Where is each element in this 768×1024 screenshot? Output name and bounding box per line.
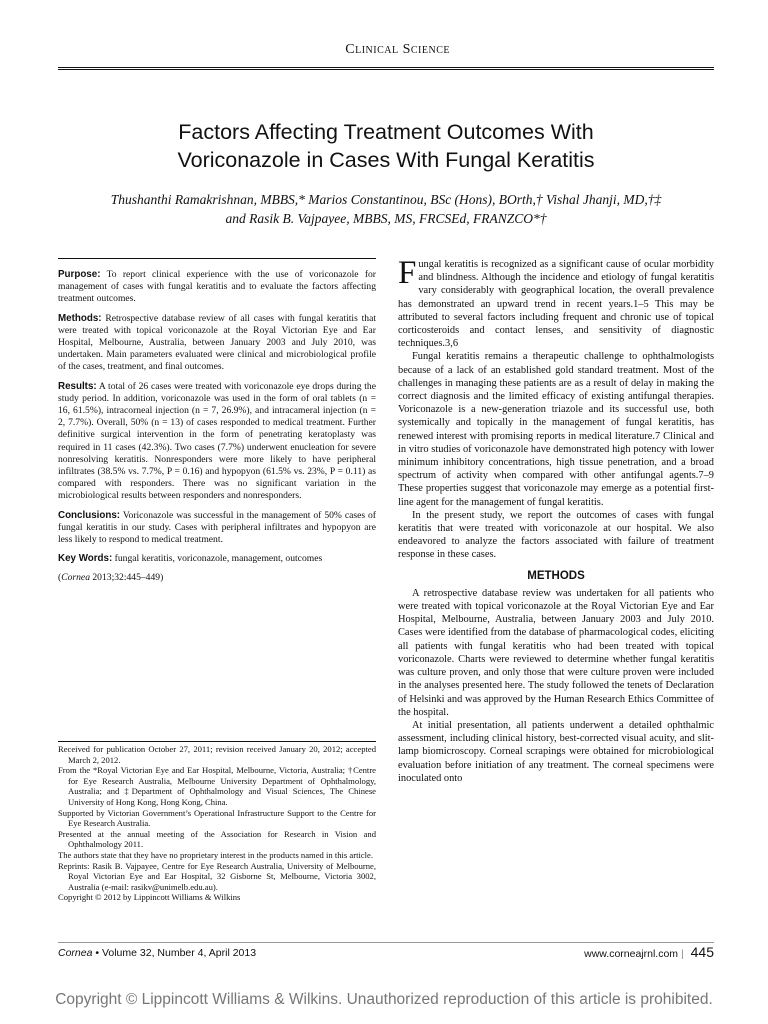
footnote-interest: The authors state that they have no proprietary interest in the products named in this article. xyxy=(58,849,374,860)
body-text xyxy=(398,255,714,785)
abstract-purpose: Purpose: To report clinical experience with the use of voriconazole for management of cases with fungal keratitis and to evaluate the factors affecting treatment outcomes. xyxy=(58,269,376,305)
body-paragraph: Fungal keratitis remains a therapeutic challenge to ophthalmologists because of a lack of an established gold standard treatment. Most of the challenges in managing these patients are as a result of delay in making the correct diagnosis and the limited efficacy of existing antifungal therapies. Voriconazole is a new-generation triazole and its successful use, both systemically and topically in the management of fungal keratitis, has renewed interest with promising reports in medical literature.7 Clinical and in vitro studies of voriconazole have demonstrated high potency with lower minimum inhibitory concentrations, high tissue penetration, and a broad spectrum of activity when compared with other antifungal agents.7–9 These properties suggest that voriconazole may emerge as a potential first-line agent for the management of fungal keratitis. xyxy=(398,351,714,508)
journal-url[interactable]: www.corneajrnl.com xyxy=(584,948,679,960)
article-citation: (Cornea 2013;32:445–449) xyxy=(58,572,164,584)
page-number: 445 xyxy=(690,944,714,960)
footnote-received: Received for publication October 27, 2011; revision received January 20, 2012; accepted March 2, 2012. xyxy=(58,744,376,765)
body-paragraph-intro: Fungal keratitis is recognized as a significant cause of ocular morbidity and blindness. Although the incidence and etiology of fungal keratitis vary considerably with geographical location, the overall prevalence has demonstrated an upward trend in recent years.1–5 This may be attributed to several factors including frequent and chronic use of topical corticosteroids and contact lenses, and sensitivity of diagnostic techniques.3,6 xyxy=(398,255,714,350)
copyright-banner: Copyright © Lippincott Williams & Wilkins. Unauthorized reproduction of this article is prohibited. xyxy=(55,991,713,1008)
abstract-methods: Methods: Retrospective database review of all cases with fungal keratitis that were treated with topical voriconazole at the Royal Victorian Eye and Ear Hospital, Melbourne, Australia, between January 2003 and July 2010, was undertaken. Main parameters evaluated were clinical and microbiological profile of the cases, treatment, and final outcomes. xyxy=(58,312,376,373)
footnote-support: Supported by Victorian Government’s Operational Infrastructure Support to the Centre for Eye Research Australia. xyxy=(58,807,376,829)
abstract-conclusions: Conclusions: Voriconazole was successful in the management of 50% cases of fungal keratitis in our study. Cases with peripheral infiltrates and hypopyon are less likely to respond to medical treatment. xyxy=(58,509,376,546)
footnote-presented: Presented at the annual meeting of the Association for Research in Vision and Ophthalmology 2011. xyxy=(58,828,376,850)
section-heading: Clinical Science xyxy=(345,42,450,57)
abstract-results: Results: A total of 26 cases were treated with voriconazole eye drops during the study period. In addition, voriconazole was used in the form of oral tablets (n = 16, 61.5%), intracorneal injection (n = 7, 26.9%), and intracameral injection (n = 2, 7.7%). Overall, 50% (n = 13) of cases responded to medical treatment. Further definitive surgical intervention in the form of penetrating keratoplasty was required in 11 cases (42.3%). Two cases (7.7%) underwent enucleation for severe nonresolving keratitis. Nonresponders were more likely to have peripheral infiltrates (38.5% vs. 7.7%, P = 0.16) and hypopyon (61.5% vs. 23%, P = 0.11) as compared with responders. There was no significant variation in the microbiological results between responders and nonresponders. xyxy=(58,380,376,502)
body-paragraph: At initial presentation, all patients underwent a detailed ophthalmic assessment, including clinical history, best-corrected visual acuity, and slit-lamp biomicroscopy. Corneal scrapings were obtained for microbiological evaluation before initiation of any treatment. The corneal specimens were inoculated onto xyxy=(398,719,714,784)
footnote-rule xyxy=(58,741,376,742)
footnote-reprints: Reprints: Rasik B. Vajpayee, Centre for Eye Research Australia, University of Melbourne, Royal Victorian Eye and Ear Hospital, 32 Gisborne St, Melbourne, Victoria 3002, Australia (e-mail: rasikv@unimelb.edu.au). xyxy=(58,860,376,892)
drop-cap: F xyxy=(398,255,417,291)
footer-rule xyxy=(58,942,714,943)
author-list: Thushanthi Ramakrishnan, MBBS,* Marios Constantinou, BSc (Hons), BOrth,† Vishal Jhanji, MD,†‡ and Rasik B. Vajpayee, MBBS, MS, FRCSEd, FRANZCO*† xyxy=(110,192,662,226)
header-rule-secondary xyxy=(58,69,714,70)
footnotes xyxy=(58,744,376,903)
body-paragraph: In the present study, we report the outcomes of cases with fungal keratitis that were treated with voriconazole at our hospital. We also endeavored to analyze the factors associated with failure of treatment response in these cases. xyxy=(398,509,714,561)
footnote-affiliations: From the *Royal Victorian Eye and Ear Hospital, Melbourne, Victoria, Australia; †Centre for Eye Research Australia, Melbourne University Department of Ophthalmology, Australia; and ‡Department of Ophthalmology and Visual Sciences, The Chinese University of Hong Kong, Hong Kong, China. xyxy=(58,765,376,807)
body-paragraph: A retrospective database review was undertaken for all patients who were treated with topical voriconazole at the Royal Victorian Eye and Ear Hospital, Melbourne, Australia, between January 2003 and July 2010. Cases were identified from the database of pharmacological codes, eliciting all patients with fungal keratitis who had been treated with topical voriconazole. Charts were reviewed to determine whether fungal keratitis was culture proven, and only those that were culture proven were included in the analyses presented here. The study followed the tenets of Declaration of Helsinki and was approved by the Human Research Ethics Committee of the hospital. xyxy=(398,587,714,718)
article-title: Factors Affecting Treatment Outcomes With Voriconazole in Cases With Fungal Keratitis xyxy=(177,120,595,172)
abstract xyxy=(58,258,376,685)
methods-heading: METHODS xyxy=(527,569,585,582)
footnote-copyright: Copyright © 2012 by Lippincott Williams & Wilkins xyxy=(58,892,241,903)
abstract-keywords: Key Words: fungal keratitis, voriconazole, management, outcomes xyxy=(58,553,323,565)
page-info: www.corneajrnl.com | 445 xyxy=(584,944,714,960)
journal-info: Cornea • Volume 32, Number 4, April 2013 xyxy=(58,947,257,959)
header-rule xyxy=(58,67,714,68)
